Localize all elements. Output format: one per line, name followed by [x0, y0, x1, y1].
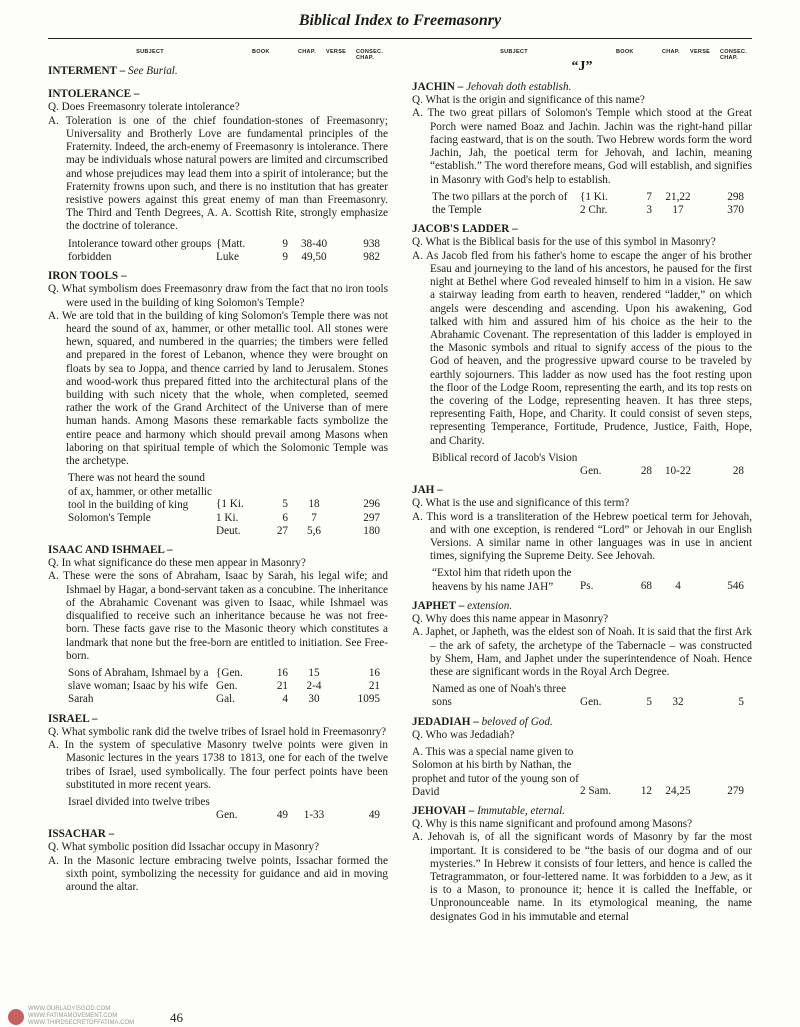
seal-icon [8, 1009, 24, 1025]
column-header [48, 49, 388, 65]
citation-book: Gen. [580, 464, 602, 477]
citation [68, 796, 388, 822]
question: Q. Why does this name appear in Masonry? [412, 613, 609, 626]
heading-isaac-ishmael: ISAAC AND ISHMAEL – [48, 544, 173, 556]
header-chap: CHAP. [298, 49, 316, 55]
citation-verses: 38-40 49,50 [300, 237, 328, 263]
citation-text: There was not heard the sound of ax, hammer, or other metallic tool in the building of king Solomon's Temple [68, 472, 213, 524]
citation-books: {Gen. Gen. Gal. [216, 666, 243, 706]
question: Q. Why is this name significant and profound among Masons? [412, 818, 693, 831]
see-reference: See Burial. [127, 65, 178, 77]
header-book: BOOK [252, 49, 270, 55]
header-subject: SUBJECT [500, 49, 528, 55]
heading-issachar: ISSACHAR – [48, 828, 115, 841]
answer: A. In the system of speculative Masonry twelve points were given in Masonic lectures in the years 1738 to 1813, one for each of the twelve tribes of Israel, used symbolically. The four perfect points have been substituted in more recent years. [48, 739, 388, 791]
answer: A. Toleration is one of the chief foundation-stones of Freemasonry; Universality and Brotherly Love are fundamental principles of the Fraternity. Indeed, the arch-enemy of Freemasonry is intolerance. There may be individuals whose natural powers are limited and circumscribed and whose prejudices may lead them into a spirit of intolerance; but the Fraternity frowns upon such, and there is no institution that has greater resistive powers against this great enemy of man than Freemasonry. The Third and Tenth Degrees, A. A. Scottish Rite, strongly emphasize the doctrine of tolerance. [48, 114, 388, 233]
citation-consec: 546 [727, 580, 744, 593]
citation-consec: 5 [738, 696, 744, 709]
citation-verse: 24,25 [665, 785, 691, 798]
entry-heading [412, 716, 752, 729]
citation-book: 2 Sam. [580, 785, 612, 798]
heading-jah: JAH – [412, 484, 443, 497]
answer: A. As Jacob fled from his father's home to escape the anger of his brother Esau and journeying to the land of his ancestors, he paused for the first night at Bethel where God revealed himself to him in a vision. He saw a stairway leading from earth to heaven, rendered “ladder,” on which angels were descending and ascending. Upon his awakening, God talked with him and assured him of his choice as the heir to the Abrahamic Covenant. The representation of this ladder is employed in the Masonic symbols and ritual to signify access of the pious to the God of heaven, and the progressive upward course to be traveled by earthly sojourners. This ladder as now used has the foot resting upon the floor of the Lodge Room, representing the earth, and its top rests on the covering of the Lodge, representing heaven. It has three steps, representing Faith, Hope, and Charity. It could consist of seven steps, representing Temperance, Fortitude, Prudence, Justice, Faith, Hope, and Charity. [412, 249, 752, 447]
header-book: BOOK [616, 49, 634, 55]
entry-heading [412, 805, 752, 818]
citation-verse: 32 [672, 696, 684, 709]
question: Q. What symbolic rank did the twelve tribes of Israel hold in Freemasonry? [48, 725, 387, 738]
citation-text: Biblical record of Jacob's Vision [432, 451, 578, 464]
citation-books: {Matt. Luke [216, 237, 246, 263]
answer: A. These were the sons of Abraham, Isaac by Sarah, his legal wife; and Ishmael by Hagar, a bond-servant taken as a concubine. The inheritance of the Abrahamic Covenant was given to Isaac, while Ishmael was disqualified to receive such an inheritance because he was not free-born. These facts gave rise to the Masonic theory which constitutes a landmark that none but the free-born are entitled to initiation. See Free-born. [48, 570, 388, 662]
citation-chapters: 7 3 [646, 190, 652, 216]
citation-verse: 1-33 [303, 808, 325, 821]
heading-israel: ISRAEL – [48, 712, 98, 725]
citation-verses: 21,22 17 [665, 190, 691, 216]
citation [432, 683, 752, 709]
citation-consec: 298 370 [727, 190, 744, 216]
citation [68, 667, 388, 707]
header-consec: CONSEC. CHAP. [720, 49, 748, 61]
citation-consec: 28 [732, 464, 744, 477]
citation-chapter: 68 [640, 580, 652, 593]
citation [68, 238, 388, 264]
heading-jedadiah: JEDADIAH – [412, 715, 479, 728]
citation-consec: 938 982 [363, 237, 380, 263]
citation-chapter: 28 [640, 464, 652, 477]
citation-text: Sons of Abraham, Ishmael by a slave woman; Isaac by his wife Sarah [68, 666, 209, 706]
heading-iron-tools: IRON TOOLS – [48, 270, 127, 283]
question: Q. In what significance do these men appear in Masonry? [48, 557, 306, 570]
heading-meaning: extension. [467, 599, 513, 612]
citation-text: Israel divided into twelve tribes [68, 795, 210, 808]
header-verse: VERSE [326, 49, 347, 55]
citation-verse: 4 [675, 580, 681, 593]
citation-book: Gen. [216, 808, 238, 821]
citation-chapter: 12 [640, 785, 652, 798]
heading-meaning: beloved of God. [481, 715, 553, 728]
citation-chapters: 16 21 4 [276, 666, 288, 706]
header-consec: CONSEC. CHAP. [356, 49, 384, 61]
citation [412, 746, 752, 799]
citation-consec: 279 [727, 785, 744, 798]
heading-japhet: JAPHET – [412, 599, 465, 612]
citation-consec: 16 21 1095 [357, 666, 380, 706]
citation-text: Intolerance toward other groups forbidden [68, 237, 212, 263]
question: Q. What is the use and significance of this term? [412, 497, 630, 510]
header-verse: VERSE [690, 49, 711, 55]
question: Q. What is the Biblical basis for the use of this symbol in Masonry? [412, 236, 716, 249]
answer: A. In the Masonic lecture embracing twelve points, Issachar formed the sixth point, symbolizing the necessity for guidance and aid in moving around the altar. [48, 854, 388, 894]
citation-verses: 15 2-4 30 [306, 666, 322, 706]
citation-books: {1 Ki. 2 Chr. [580, 190, 608, 216]
section-letter: “J” [571, 59, 593, 74]
citation-consec: 296 297 180 [363, 498, 380, 537]
heading-jehovah: JEHOVAH – [412, 804, 475, 817]
entry-heading [48, 65, 388, 78]
heading-meaning: Immutable, eternal. [477, 804, 566, 817]
citation-chapters: 5 6 27 [276, 498, 288, 537]
citation-consec: 49 [368, 808, 380, 821]
citation-verse: 10-22 [664, 464, 692, 477]
top-rule [48, 38, 752, 39]
answer: A. Jehovah is, of all the significant words of Masonry by far the most important. It is considered to be “the basis of our dogma and of our mysteries.” In Hebrew it consists of four letters, and hence is called the Tetragrammaton, or four-lettered name. It was forbidden to a Jew, as it is to a Mason, to pronounce it; hence it is called the Ineffable, or Unpronounceable name. In its etymological meaning, the name designates God in his immutable and eternal [412, 831, 752, 923]
watermark-text: WWW.OURLADYISGOD.COM WWW.FATIMAMOVEMENT.COM WWW.THIRDSECRETOFFATIMA.COM [28, 1006, 135, 1027]
citation [432, 191, 752, 217]
question: Q. What symbolic position did Issachar occupy in Masonry? [48, 841, 320, 854]
answer: A. This word is a transliteration of the Hebrew poetical term for Jehovah, and with one exception, is rendered “Lord” or Jehovah in our English Versions. A similar name in other languages was in use in ancient times, signifying the Supreme Deity. See Jehovah. [412, 510, 752, 563]
heading-intolerance: INTOLERANCE – [48, 88, 140, 101]
heading-jacobs-ladder: JACOB'S LADDER – [412, 223, 518, 236]
heading-interment: INTERMENT – [48, 65, 126, 77]
header-subject: SUBJECT [136, 49, 164, 55]
citation-text: The two pillars at the porch of the Temple [432, 190, 568, 216]
answer: A. We are told that in the building of king Solomon's Temple there was not heard the sound of ax, hammer, or other metallic tool. All stones were hewn, squared, and numbered in the quarries; the timbers were felled and prepared in the forest of Lebanon, whence they were brought on floats by sea to Joppa, and thence carried by land to Jerusalem. Stones and wood-work thus prepared fitted into the architectural plans of the building with such nicety that the whole, when completed, seemed rather the work of the Grand Architect of the Universe than of mere human hands. Among Masons these remarkable facts symbolize the entire peace and harmony which should prevail among Masons when laboring on that spiritual temple of which the Solomonic Temple was the archetype. [48, 309, 388, 468]
question: Q. Does Freemasonry tolerate intolerance? [48, 101, 240, 114]
heading-jachin: JACHIN – [412, 81, 464, 93]
header-chap: CHAP. [662, 49, 680, 55]
citation-verses: 18 7 5,6 [307, 498, 321, 537]
citation-text: A. This was a special name given to Solomon at his birth by Nathan, the prophet and tutor of the young son of David [412, 746, 579, 798]
heading-meaning: Jehovah doth establish. [466, 81, 572, 93]
answer: A. Japhet, or Japheth, was the eldest son of Noah. It is said that the first Ark – the ark of safety, the archetype of the Tabernacle – was constructed by Shem, Ham, and Japhet under the superintendence of Noah. Hence these are significant words in the Royal Arch Degree. [412, 626, 752, 678]
citation-book: Gen. [580, 696, 602, 709]
page-title: Biblical Index to Freemasonry [298, 12, 502, 29]
citation-book: Ps. [580, 580, 594, 593]
citation-text: “Extol him that rideth upon the heavens by his name JAH” [432, 567, 572, 593]
citation-chapter: 5 [646, 696, 652, 709]
answer: A. The two great pillars of Solomon's Temple which stood at the Great Porch were named Boaz and Jachin. Jachin was the right-hand pillar facing eastward, that is on the south. Two Hebrew words form the word Jachin, Jah, the poetical term for Jehovah, and Iachin, meaning “establish.” The word therefore means, God will establish, and signifies in Masonry with God's help to establish. [412, 107, 752, 186]
entry-heading [412, 81, 752, 94]
citation-chapters: 9 9 [282, 237, 288, 263]
page-number: 46 [170, 1010, 183, 1025]
citation [68, 472, 388, 538]
citation-text: Named as one of Noah's three sons [432, 683, 567, 709]
citation [432, 452, 752, 478]
left-column [48, 49, 388, 894]
question: Q. What is the origin and significance of this name? [412, 94, 645, 107]
entry-heading [412, 600, 752, 613]
citation [432, 567, 752, 593]
question: Q. Who was Jedadiah? [412, 728, 515, 741]
citation-books: {1 Ki. 1 Ki. Deut. [216, 498, 244, 537]
right-column [412, 49, 752, 924]
question: Q. What symbolism does Freemasonry draw from the fact that no iron tools were used in the building of king Solomon's Temple? [48, 283, 388, 309]
citation-chapter: 49 [276, 808, 288, 821]
